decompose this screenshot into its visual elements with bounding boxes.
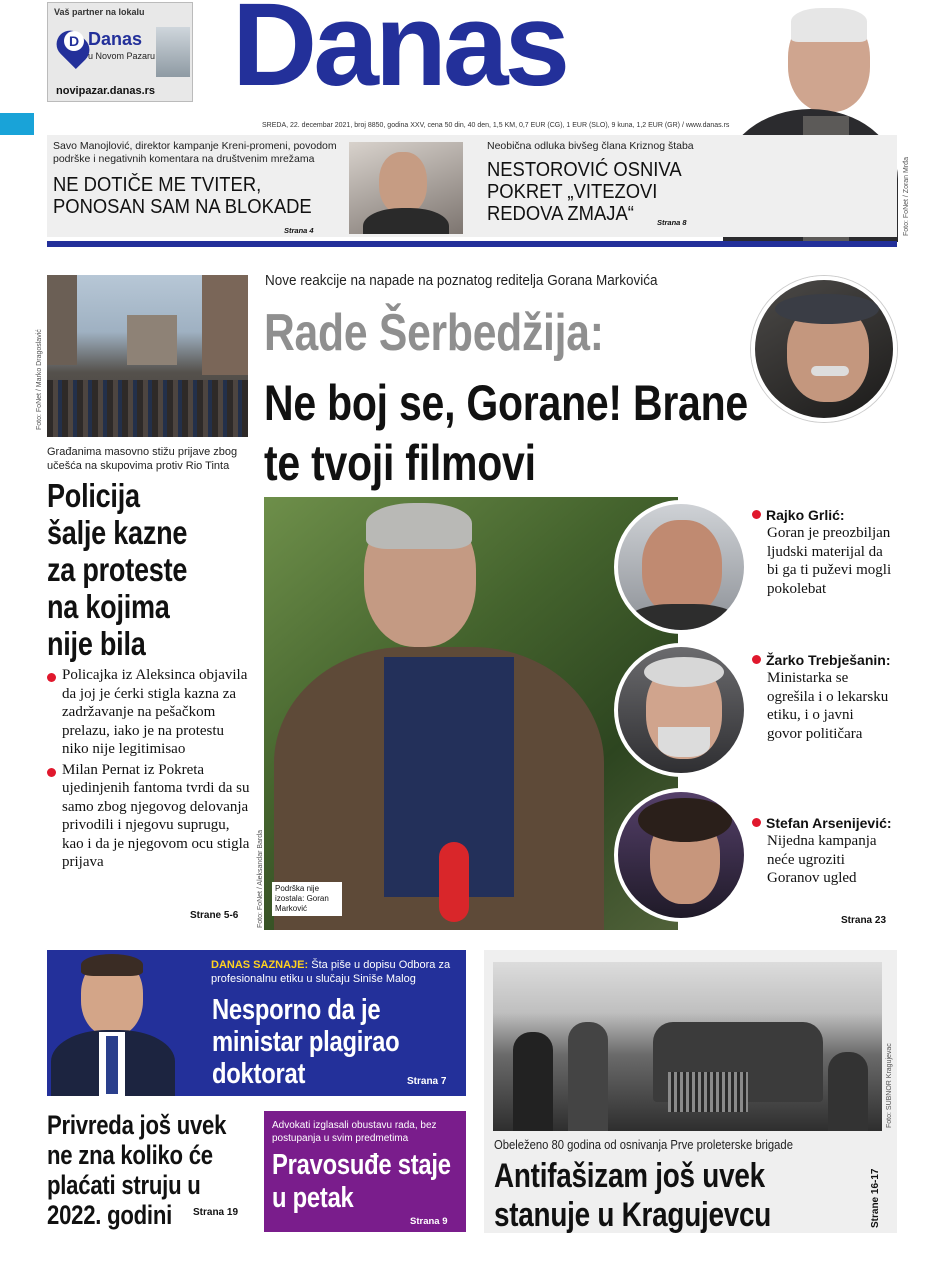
- quote-3-name: Stefan Arsenijević:: [766, 815, 892, 831]
- quote-1-name: Rajko Grlić:: [766, 507, 845, 523]
- main-photo-credit: Foto: FoNet / Aleksandar Barda: [257, 829, 264, 928]
- teaser-right-strana: Strana 8: [657, 218, 687, 227]
- bullet-dot: [752, 510, 761, 519]
- quote-1: [752, 507, 892, 598]
- bullet-dot: [752, 818, 761, 827]
- partner-logo-letter: D: [64, 31, 84, 51]
- antifa-headline: Antifašizam još uvek stanuje u Kragujevcu: [494, 1157, 772, 1234]
- teaser-left-headline: NE DOTIČE ME TVITER, PONOSAN SAM NA BLOKADE: [53, 174, 312, 218]
- quote-2: [752, 652, 892, 743]
- antifa-strana: Strane 16-17: [870, 1168, 881, 1228]
- quote-1-text: Goran je preozbiljan ljudski materijal da bi ga ti puževi mogli pokolebat: [767, 525, 892, 597]
- sinisa-mali-photo: [47, 950, 207, 1096]
- purple-strana: Strana 9: [410, 1216, 448, 1227]
- privreda-headline[interactable]: Privreda još uvek ne zna koliko će plaćati struju u 2022. godini: [47, 1110, 227, 1230]
- main-photo-caption: [272, 882, 342, 916]
- privreda-strana: Strana 19: [193, 1207, 239, 1218]
- partner-brand: Danas: [88, 29, 143, 49]
- blue-kicker-bold: DANAS SAZNAJE:: [211, 959, 309, 971]
- city-buildings-image: [156, 27, 190, 77]
- left-bullet-1: Policajka iz Aleksinca objavila da joj je ćerki stigla kazna za zadržavanje na pešačkom prelazu, iako je na protestu niko nije legitimisao: [47, 666, 254, 759]
- quote-3-text: Nijedna kampanja neće ugroziti Goranov ugled: [767, 833, 877, 886]
- quote-2-name: Žarko Trebješanin:: [766, 652, 891, 668]
- nestorovic-photo-credit: Foto: FoNet / Zoran Mrđa: [903, 157, 910, 236]
- top-teaser-right[interactable]: [487, 140, 697, 236]
- main-headline-black[interactable]: Ne boj se, Gorane! Brane te tvoji filmovi: [264, 375, 748, 491]
- rajko-grlic-photo: [614, 500, 748, 634]
- edge-marker: [0, 113, 34, 135]
- main-photo-caption-text: Podrška nije izostala: Goran Marković: [275, 884, 329, 913]
- masthead-logo[interactable]: Danas: [232, 0, 567, 111]
- teaser-right-kicker: Neobična odluka bivšeg člana Kriznog štaba: [487, 140, 694, 152]
- main-strana: Strana 23: [841, 915, 887, 926]
- serbedzija-photo: [751, 276, 897, 422]
- blue-kicker-text: Šta piše u dopisu Odbora za profesionalnu etiku u slučaju Siniše Malog: [211, 959, 451, 985]
- issue-line: SREDA, 22. decembar 2021, broj 8850, godina XXV, cena 50 din, 40 den, 1,5 KM, 0,7 EUR (CG), 1 EUR (SLO), 9 kuna, 1,2 EUR (GR) / www.danas.rs: [262, 122, 730, 129]
- left-headline[interactable]: Policija šalje kazne za proteste na kojima nije bila: [47, 477, 188, 662]
- partner-box[interactable]: [47, 2, 193, 102]
- left-kicker: Građanima masovno stižu prijave zbog učešća na skupovima protiv Rio Tinta: [47, 446, 238, 472]
- left-bullet-2: Milan Pernat iz Pokreta ujedinjenih fantoma tvrdi da su samo zbog njegovog delovanja privodili i njegovu suprugu, kao i da je njegovom ocu stigla prijava: [47, 761, 254, 872]
- main-kicker: Nove reakcije na napade na poznatog reditelja Gorana Markovića: [265, 272, 658, 289]
- partner-url[interactable]: novipazar.danas.rs: [56, 85, 156, 97]
- blue-headline: Nesporno da je ministar plagirao doktorat: [212, 994, 400, 1090]
- teaser-left-kicker: Savo Manojlović, direktor kampanje Kreni-promeni, povodom podrške i negativnih komentara na društvenim mrežama: [53, 140, 337, 165]
- teaser-left-strana: Strana 4: [284, 226, 314, 235]
- zarko-trebjesanin-photo: [614, 643, 748, 777]
- antifa-kicker: Obeleženo 80 godina od osnivanja Prve proleterske brigade: [494, 1138, 793, 1152]
- bullet-dot: [752, 655, 761, 664]
- partisans-photo-credit: Foto: SUBNOR Kragujevac: [886, 1043, 893, 1128]
- blue-strana: Strana 7: [407, 1076, 447, 1087]
- protest-photo-credit: Foto: FoNet / Marko Dragoslavić: [36, 329, 43, 430]
- manojlovic-photo: [349, 142, 463, 234]
- partner-city: u Novom Pazaru: [88, 51, 156, 61]
- purple-kicker: Advokati izglasali obustavu rada, bez postupanja u svim predmetima: [272, 1120, 437, 1144]
- left-bullets: [47, 666, 254, 872]
- protest-photo: [47, 275, 248, 437]
- quote-2-text: Ministarka se ogrešila i o lekarsku etiku, i o javni govor političara: [767, 670, 889, 742]
- blue-kicker: [211, 958, 461, 986]
- top-teaser-left[interactable]: [53, 140, 473, 236]
- partner-label: Vaš partner na lokalu: [54, 7, 145, 17]
- header-rule: [47, 241, 897, 247]
- blue-box[interactable]: [47, 950, 466, 1096]
- main-headline-gray[interactable]: Rade Šerbedžija:: [264, 304, 604, 362]
- left-strana: Strane 5-6: [190, 910, 239, 921]
- stefan-arsenijevic-photo: [614, 788, 748, 922]
- quote-3: [752, 815, 892, 888]
- purple-headline: Pravosuđe staje u petak: [272, 1149, 451, 1214]
- teaser-right-headline: NESTOROVIĆ OSNIVA POKRET „VITEZOVI REDOVA ZMAJA“: [487, 159, 681, 225]
- partisans-photo: [493, 962, 882, 1131]
- purple-box[interactable]: [264, 1111, 466, 1232]
